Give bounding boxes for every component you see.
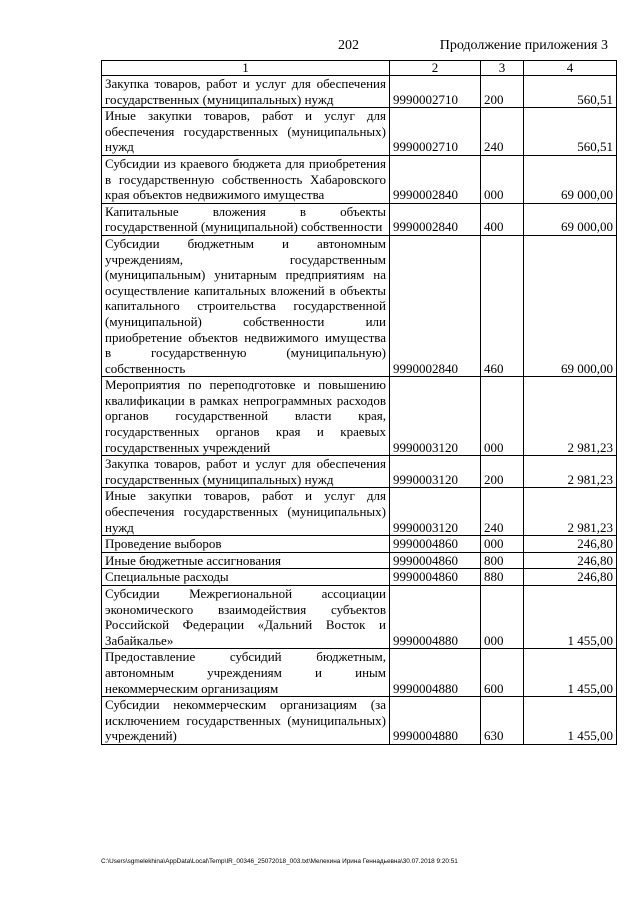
expense-type-cell: 400: [481, 203, 524, 235]
expense-name-cell: Предоставление субсидий бюджетным, автономным учреждениям и иным некоммерческим организациям: [102, 649, 390, 697]
expense-name-cell: Закупка товаров, работ и услуг для обеспечения государственных (муниципальных) нужд: [102, 456, 390, 488]
amount-cell: 246,80: [524, 569, 617, 586]
amount-cell: 2 981,23: [524, 488, 617, 536]
target-code-cell: 9990004880: [390, 586, 481, 649]
expense-name-cell: Мероприятия по переподготовке и повышению квалификации в рамках непрограммных расходов органов государственной власти края, государственных органов края и краевых государственных учреждений: [102, 377, 390, 456]
expense-type-cell: 200: [481, 456, 524, 488]
amount-cell: 69 000,00: [524, 155, 617, 203]
expense-type-cell: 630: [481, 697, 524, 745]
expense-name-cell: Специальные расходы: [102, 569, 390, 586]
page-number: 202: [338, 38, 359, 53]
table-row: [102, 155, 617, 203]
table-row: [102, 586, 617, 649]
table-row: [102, 552, 617, 569]
expense-name-cell: Субсидии Межрегиональной ассоциации экономического взаимодействия субъектов Российской Федерации «Дальний Восток и Забайкалье»: [102, 586, 390, 649]
expense-name-cell: Иные бюджетные ассигнования: [102, 552, 390, 569]
target-code-cell: 9990004880: [390, 697, 481, 745]
target-code-cell: 9990002710: [390, 108, 481, 156]
expense-name-cell: Капитальные вложения в объекты государственной (муниципальной) собственности: [102, 203, 390, 235]
target-code-cell: 9990003120: [390, 456, 481, 488]
table-row: [102, 76, 617, 108]
table-row: [102, 456, 617, 488]
expense-type-cell: 000: [481, 536, 524, 553]
table-row: [102, 649, 617, 697]
expense-type-cell: 000: [481, 377, 524, 456]
expense-type-cell: 200: [481, 76, 524, 108]
amount-cell: 1 455,00: [524, 649, 617, 697]
amount-cell: 246,80: [524, 552, 617, 569]
amount-cell: 2 981,23: [524, 377, 617, 456]
target-code-cell: 9990003120: [390, 488, 481, 536]
column-header-4: 4: [524, 61, 617, 76]
amount-cell: 560,51: [524, 76, 617, 108]
file-path-footer: C:\Users\sgmelekhina\AppData\Local\Temp\IR_00346_25072018_003.txt\Мелехина Ирина Геннадьевна\30.07.2018 9:20:51: [101, 858, 458, 865]
amount-cell: 1 455,00: [524, 697, 617, 745]
table-row: [102, 235, 617, 376]
expense-type-cell: 600: [481, 649, 524, 697]
target-code-cell: 9990004860: [390, 569, 481, 586]
expense-name-cell: Закупка товаров, работ и услуг для обеспечения государственных (муниципальных) нужд: [102, 76, 390, 108]
amount-cell: 2 981,23: [524, 456, 617, 488]
expense-type-cell: 000: [481, 155, 524, 203]
target-code-cell: 9990002840: [390, 155, 481, 203]
expense-type-cell: 800: [481, 552, 524, 569]
target-code-cell: 9990004860: [390, 536, 481, 553]
table-row: [102, 536, 617, 553]
table-row: [102, 377, 617, 456]
column-header-1: 1: [102, 61, 390, 76]
expense-name-cell: Иные закупки товаров, работ и услуг для обеспечения государственных (муниципальных) нужд: [102, 488, 390, 536]
column-header-3: 3: [481, 61, 524, 76]
amount-cell: 1 455,00: [524, 586, 617, 649]
expense-name-cell: Субсидии бюджетным и автономным учреждениям, государственным (муниципальным) унитарным предприятиям на осуществление капитальных вложений в объекты капитального строительства государственной (муниципальной) собственности или приобретение объектов недвижимого имущества в государственную (муниципальную) собственность: [102, 235, 390, 376]
target-code-cell: 9990002840: [390, 203, 481, 235]
expense-type-cell: 240: [481, 488, 524, 536]
expense-name-cell: Субсидии некоммерческим организациям (за исключением государственных (муниципальных) учреждений): [102, 697, 390, 745]
expense-name-cell: Проведение выборов: [102, 536, 390, 553]
amount-cell: 69 000,00: [524, 203, 617, 235]
expense-type-cell: 240: [481, 108, 524, 156]
table-row: [102, 569, 617, 586]
target-code-cell: 9990004880: [390, 649, 481, 697]
budget-table: [101, 60, 617, 745]
table-row: [102, 108, 617, 156]
continuation-label: Продолжение приложения 3: [439, 38, 608, 53]
table-row: [102, 697, 617, 745]
amount-cell: 246,80: [524, 536, 617, 553]
amount-cell: 560,51: [524, 108, 617, 156]
target-code-cell: 9990002710: [390, 76, 481, 108]
table-row: [102, 203, 617, 235]
expense-type-cell: 000: [481, 586, 524, 649]
expense-type-cell: 460: [481, 235, 524, 376]
target-code-cell: 9990003120: [390, 377, 481, 456]
expense-name-cell: Иные закупки товаров, работ и услуг для обеспечения государственных (муниципальных) нужд: [102, 108, 390, 156]
target-code-cell: 9990002840: [390, 235, 481, 376]
expense-type-cell: 880: [481, 569, 524, 586]
expense-name-cell: Субсидии из краевого бюджета для приобретения в государственную собственность Хабаровского края объектов недвижимого имущества: [102, 155, 390, 203]
table-header-row: [102, 61, 617, 76]
table-row: [102, 488, 617, 536]
column-header-2: 2: [390, 61, 481, 76]
amount-cell: 69 000,00: [524, 235, 617, 376]
target-code-cell: 9990004860: [390, 552, 481, 569]
